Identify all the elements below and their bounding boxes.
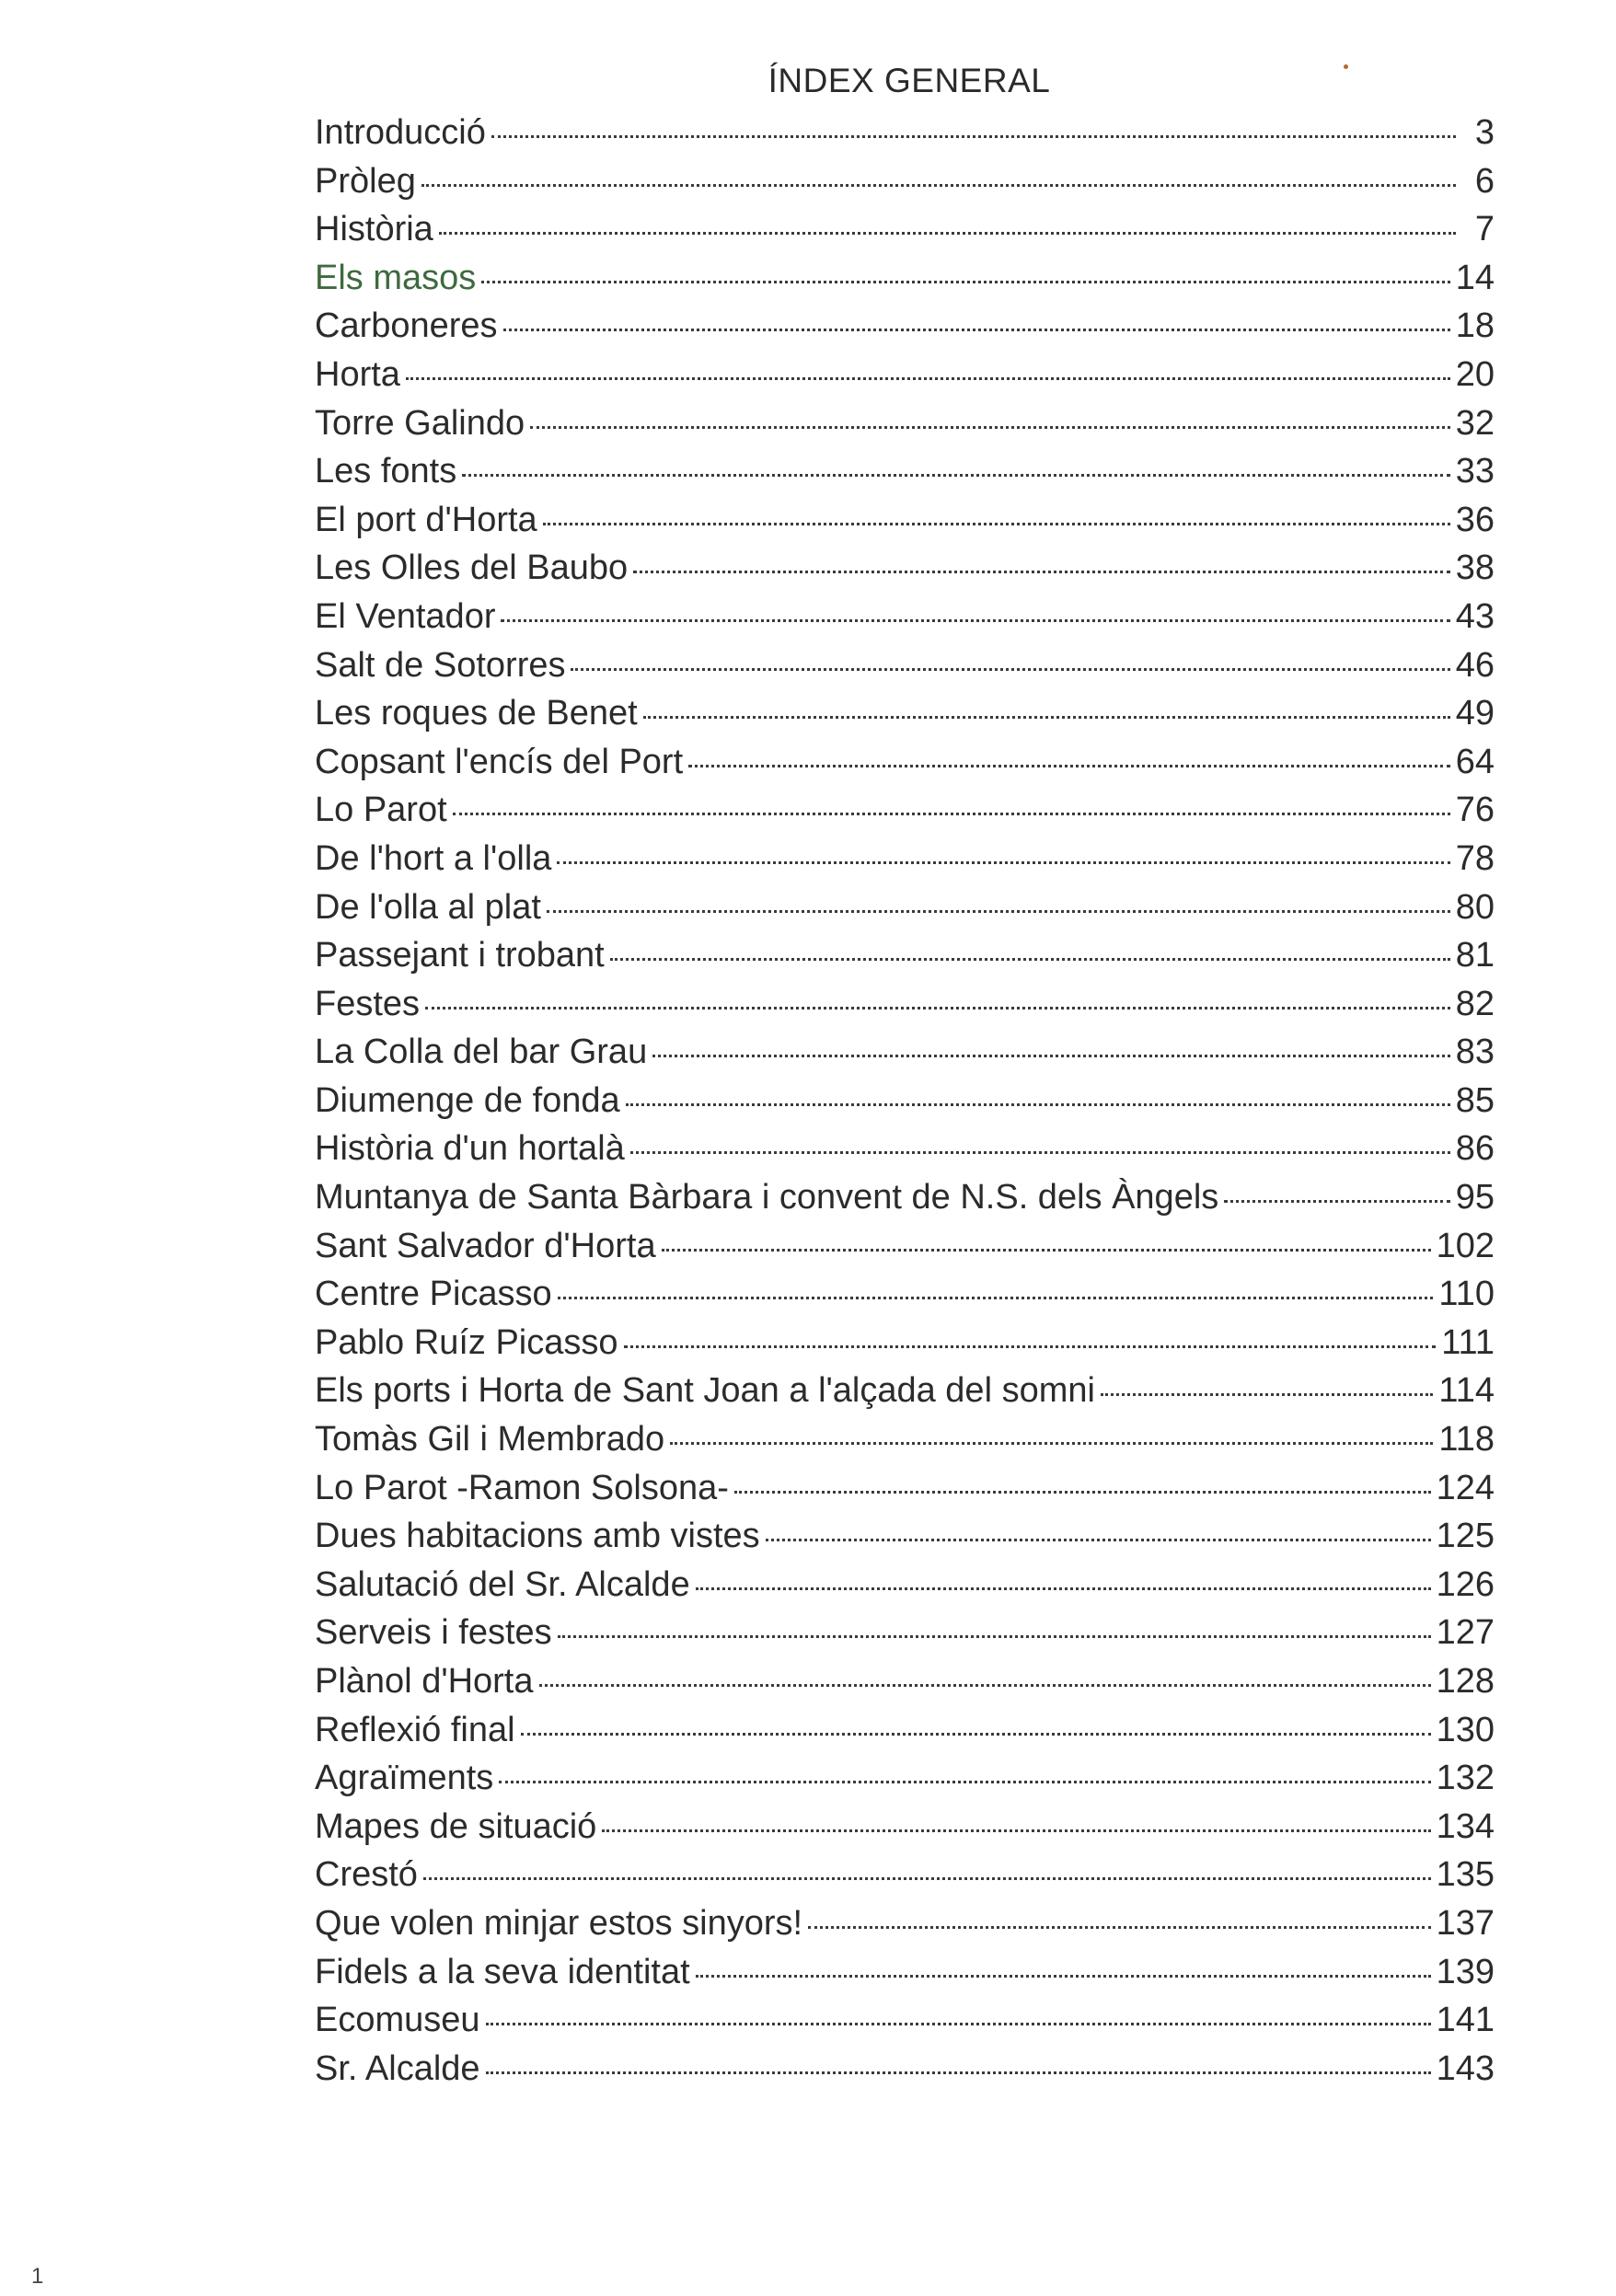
toc-entry xyxy=(315,1851,1495,1899)
dot-leader xyxy=(633,567,1450,573)
toc-entry-page: 64 xyxy=(1455,742,1495,781)
toc-entry-page: 125 xyxy=(1436,1517,1495,1556)
toc-entry-page: 18 xyxy=(1455,306,1495,346)
toc-entry-title: Carboneres xyxy=(315,306,498,346)
toc-entry xyxy=(315,1415,1495,1464)
toc-entry xyxy=(315,109,1495,157)
toc-entry xyxy=(315,205,1495,254)
dot-leader xyxy=(624,1342,1437,1348)
toc-entry-page: 76 xyxy=(1455,790,1495,830)
dot-leader xyxy=(558,1293,1434,1299)
toc-entry-page: 114 xyxy=(1438,1371,1495,1411)
dot-leader xyxy=(530,422,1450,429)
dot-leader xyxy=(670,1438,1433,1445)
toc-entry-title: Pablo Ruíz Picasso xyxy=(315,1322,618,1362)
toc-entry-title: Serveis i festes xyxy=(315,1613,552,1653)
toc-entry xyxy=(315,496,1495,545)
toc-entry-page: 127 xyxy=(1436,1613,1495,1653)
toc-entry-title: El port d'Horta xyxy=(315,500,537,539)
toc-entry-page: 110 xyxy=(1438,1275,1495,1314)
toc-entry xyxy=(315,1270,1495,1319)
toc-entry-title: Els masos xyxy=(315,258,477,297)
toc-entry-page: 14 xyxy=(1455,258,1495,297)
toc-entry-page: 141 xyxy=(1436,2001,1495,2040)
toc-entry xyxy=(315,351,1495,399)
toc-entry xyxy=(315,883,1495,932)
toc-entry-page: 33 xyxy=(1455,452,1495,491)
dot-leader xyxy=(486,2068,1431,2074)
toc-entry-page: 3 xyxy=(1474,113,1495,152)
dot-leader xyxy=(558,1632,1431,1638)
toc-entry xyxy=(315,1173,1495,1222)
dot-leader xyxy=(486,2019,1431,2025)
toc-entry xyxy=(315,980,1495,1029)
toc-entry-title: Salt de Sotorres xyxy=(315,645,566,685)
toc-entry-page: 102 xyxy=(1436,1226,1495,1265)
toc-entry-page: 85 xyxy=(1455,1080,1495,1120)
toc-entry-title: Pròleg xyxy=(315,161,416,201)
toc-entry xyxy=(315,1512,1495,1561)
toc-entry-title: Torre Galindo xyxy=(315,403,525,443)
toc-entry-page: 46 xyxy=(1455,645,1495,685)
toc-entry xyxy=(315,1996,1495,2045)
toc-entry-title: Diumenge de fonda xyxy=(315,1080,620,1120)
toc-entry-page: 118 xyxy=(1438,1420,1495,1460)
toc-entry xyxy=(315,593,1495,641)
toc-entry-title: Reflexió final xyxy=(315,1710,515,1749)
toc-entry-title: Les Olles del Baubo xyxy=(315,548,629,588)
toc-entry-title: Centre Picasso xyxy=(315,1275,552,1314)
toc-entry-title: Tomàs Gil i Membrado xyxy=(315,1420,665,1460)
toc-entry xyxy=(315,1948,1495,1997)
toc-entry-page: 134 xyxy=(1436,1806,1495,1846)
toc-entry xyxy=(315,786,1495,835)
toc-entry xyxy=(315,1609,1495,1657)
dot-leader xyxy=(557,858,1449,864)
dot-leader xyxy=(543,519,1450,525)
dot-leader xyxy=(662,1245,1431,1252)
toc-entry xyxy=(315,399,1495,448)
dot-leader xyxy=(1224,1196,1449,1203)
dot-leader xyxy=(734,1487,1431,1494)
toc-entry-page: 86 xyxy=(1455,1129,1495,1169)
dot-leader xyxy=(499,1777,1430,1783)
toc-entry-page: 111 xyxy=(1441,1322,1495,1362)
dot-leader xyxy=(462,470,1450,477)
toc-entry-title: Que volen minjar estos sinyors! xyxy=(315,1903,803,1943)
toc-entry-page: 83 xyxy=(1455,1033,1495,1072)
toc-entry xyxy=(315,1754,1495,1803)
toc-entry xyxy=(315,1125,1495,1173)
dot-leader xyxy=(602,1826,1430,1832)
toc-entry-title: Muntanya de Santa Bàrbara i convent de N.S. dels Àngels xyxy=(315,1178,1219,1217)
toc-entry-page: 6 xyxy=(1474,161,1495,201)
toc-entry xyxy=(315,835,1495,883)
toc-entry-title: Introducció xyxy=(315,113,486,152)
dot-leader xyxy=(610,954,1450,961)
dot-leader xyxy=(808,1922,1430,1929)
toc-entry-page: 124 xyxy=(1436,1468,1495,1507)
dot-leader xyxy=(626,1100,1450,1106)
toc-entry-page: 20 xyxy=(1455,354,1495,394)
dot-leader xyxy=(501,616,1449,622)
toc-entry-title: Les roques de Benet xyxy=(315,694,638,733)
dot-leader xyxy=(547,906,1450,913)
toc-entry-page: 81 xyxy=(1455,936,1495,975)
dot-leader xyxy=(423,1874,1431,1880)
page-number: 1 xyxy=(31,2264,44,2289)
toc-entry-page: 82 xyxy=(1455,984,1495,1023)
toc-entry xyxy=(315,254,1495,303)
dot-leader xyxy=(696,1584,1431,1590)
toc-entry-title: Agraïments xyxy=(315,1759,494,1798)
dot-leader xyxy=(521,1729,1431,1736)
dot-leader xyxy=(406,374,1450,380)
toc-entry xyxy=(315,1222,1495,1271)
toc-entry-page: 130 xyxy=(1436,1710,1495,1749)
dot-leader xyxy=(630,1148,1450,1154)
toc-entry xyxy=(315,1706,1495,1755)
toc-entry-title: Ecomuseu xyxy=(315,2001,480,2040)
toc-entry-title: Dues habitacions amb vistes xyxy=(315,1517,760,1556)
toc-entry-title: La Colla del bar Grau xyxy=(315,1033,648,1072)
toc-entry-title: Plànol d'Horta xyxy=(315,1662,534,1701)
toc-entry-page: 135 xyxy=(1436,1855,1495,1895)
toc-entry xyxy=(315,544,1495,593)
toc-entry xyxy=(315,1028,1495,1077)
toc-entry-title: Mapes de situació xyxy=(315,1806,597,1846)
toc-entry-page: 80 xyxy=(1455,887,1495,927)
toc-entry xyxy=(315,1077,1495,1125)
toc-entry-title: Sr. Alcalde xyxy=(315,2048,480,2088)
toc-entry xyxy=(315,1561,1495,1610)
toc-entry-title: Les fonts xyxy=(315,452,457,491)
toc-entry xyxy=(315,447,1495,496)
toc-entry-page: 143 xyxy=(1436,2048,1495,2088)
toc-entry-title: Festes xyxy=(315,984,421,1023)
toc-entry-page: 126 xyxy=(1436,1564,1495,1604)
toc-entry xyxy=(315,1803,1495,1852)
toc-entry-title: Història xyxy=(315,210,433,249)
toc-entry-page: 139 xyxy=(1436,1952,1495,1991)
table-of-contents xyxy=(315,109,1495,2093)
toc-entry xyxy=(315,157,1495,206)
toc-entry-title: Els ports i Horta de Sant Joan a l'alçada del somni xyxy=(315,1371,1095,1411)
toc-entry-page: 78 xyxy=(1455,838,1495,878)
toc-entry-page: 43 xyxy=(1455,596,1495,636)
dot-leader xyxy=(688,761,1450,767)
dot-leader xyxy=(481,277,1449,283)
dot-leader xyxy=(652,1051,1450,1057)
toc-entry-title: El Ventador xyxy=(315,596,496,636)
toc-entry-title: De l'olla al plat xyxy=(315,887,541,927)
toc-entry-title: Passejant i trobant xyxy=(315,936,605,975)
toc-entry xyxy=(315,2045,1495,2094)
toc-entry-page: 7 xyxy=(1474,210,1495,249)
toc-entry-title: Història d'un hortalà xyxy=(315,1129,625,1169)
toc-entry xyxy=(315,302,1495,351)
dot-leader xyxy=(696,1971,1431,1978)
toc-entry-page: 49 xyxy=(1455,694,1495,733)
toc-entry-page: 137 xyxy=(1436,1903,1495,1943)
toc-entry-title: Crestó xyxy=(315,1855,418,1895)
dot-leader xyxy=(571,664,1449,671)
toc-entry-title: Fidels a la seva identitat xyxy=(315,1952,690,1991)
toc-entry-title: Sant Salvador d'Horta xyxy=(315,1226,656,1265)
dot-leader xyxy=(1101,1390,1433,1396)
toc-entry-page: 128 xyxy=(1436,1662,1495,1701)
toc-entry-title: Copsant l'encís del Port xyxy=(315,742,684,781)
dot-leader xyxy=(425,1003,1450,1010)
toc-entry xyxy=(315,641,1495,690)
page-title: ÍNDEX GENERAL xyxy=(768,62,1051,99)
toc-entry-page: 132 xyxy=(1436,1759,1495,1798)
toc-entry xyxy=(315,738,1495,787)
toc-entry xyxy=(315,1319,1495,1367)
toc-entry-page: 38 xyxy=(1455,548,1495,588)
toc-entry-title: De l'hort a l'olla xyxy=(315,838,552,878)
toc-entry-page: 32 xyxy=(1455,403,1495,443)
dot-leader xyxy=(421,180,1456,187)
toc-entry-title: Horta xyxy=(315,354,400,394)
dot-leader xyxy=(766,1535,1431,1541)
toc-entry xyxy=(315,689,1495,738)
dot-leader xyxy=(453,809,1450,815)
toc-entry xyxy=(315,1464,1495,1513)
toc-entry-page: 95 xyxy=(1455,1178,1495,1217)
dot-leader xyxy=(439,228,1456,235)
dot-leader xyxy=(643,712,1450,719)
toc-entry xyxy=(315,931,1495,980)
dot-leader xyxy=(539,1680,1431,1687)
dot-leader xyxy=(503,325,1450,331)
toc-entry xyxy=(315,1367,1495,1415)
toc-entry-page: 36 xyxy=(1455,500,1495,539)
toc-entry-title: Lo Parot -Ramon Solsona- xyxy=(315,1468,729,1507)
toc-entry xyxy=(315,1899,1495,1948)
toc-entry-title: Salutació del Sr. Alcalde xyxy=(315,1564,690,1604)
toc-entry-title: Lo Parot xyxy=(315,790,447,830)
dot-leader xyxy=(491,132,1456,138)
toc-entry xyxy=(315,1657,1495,1706)
